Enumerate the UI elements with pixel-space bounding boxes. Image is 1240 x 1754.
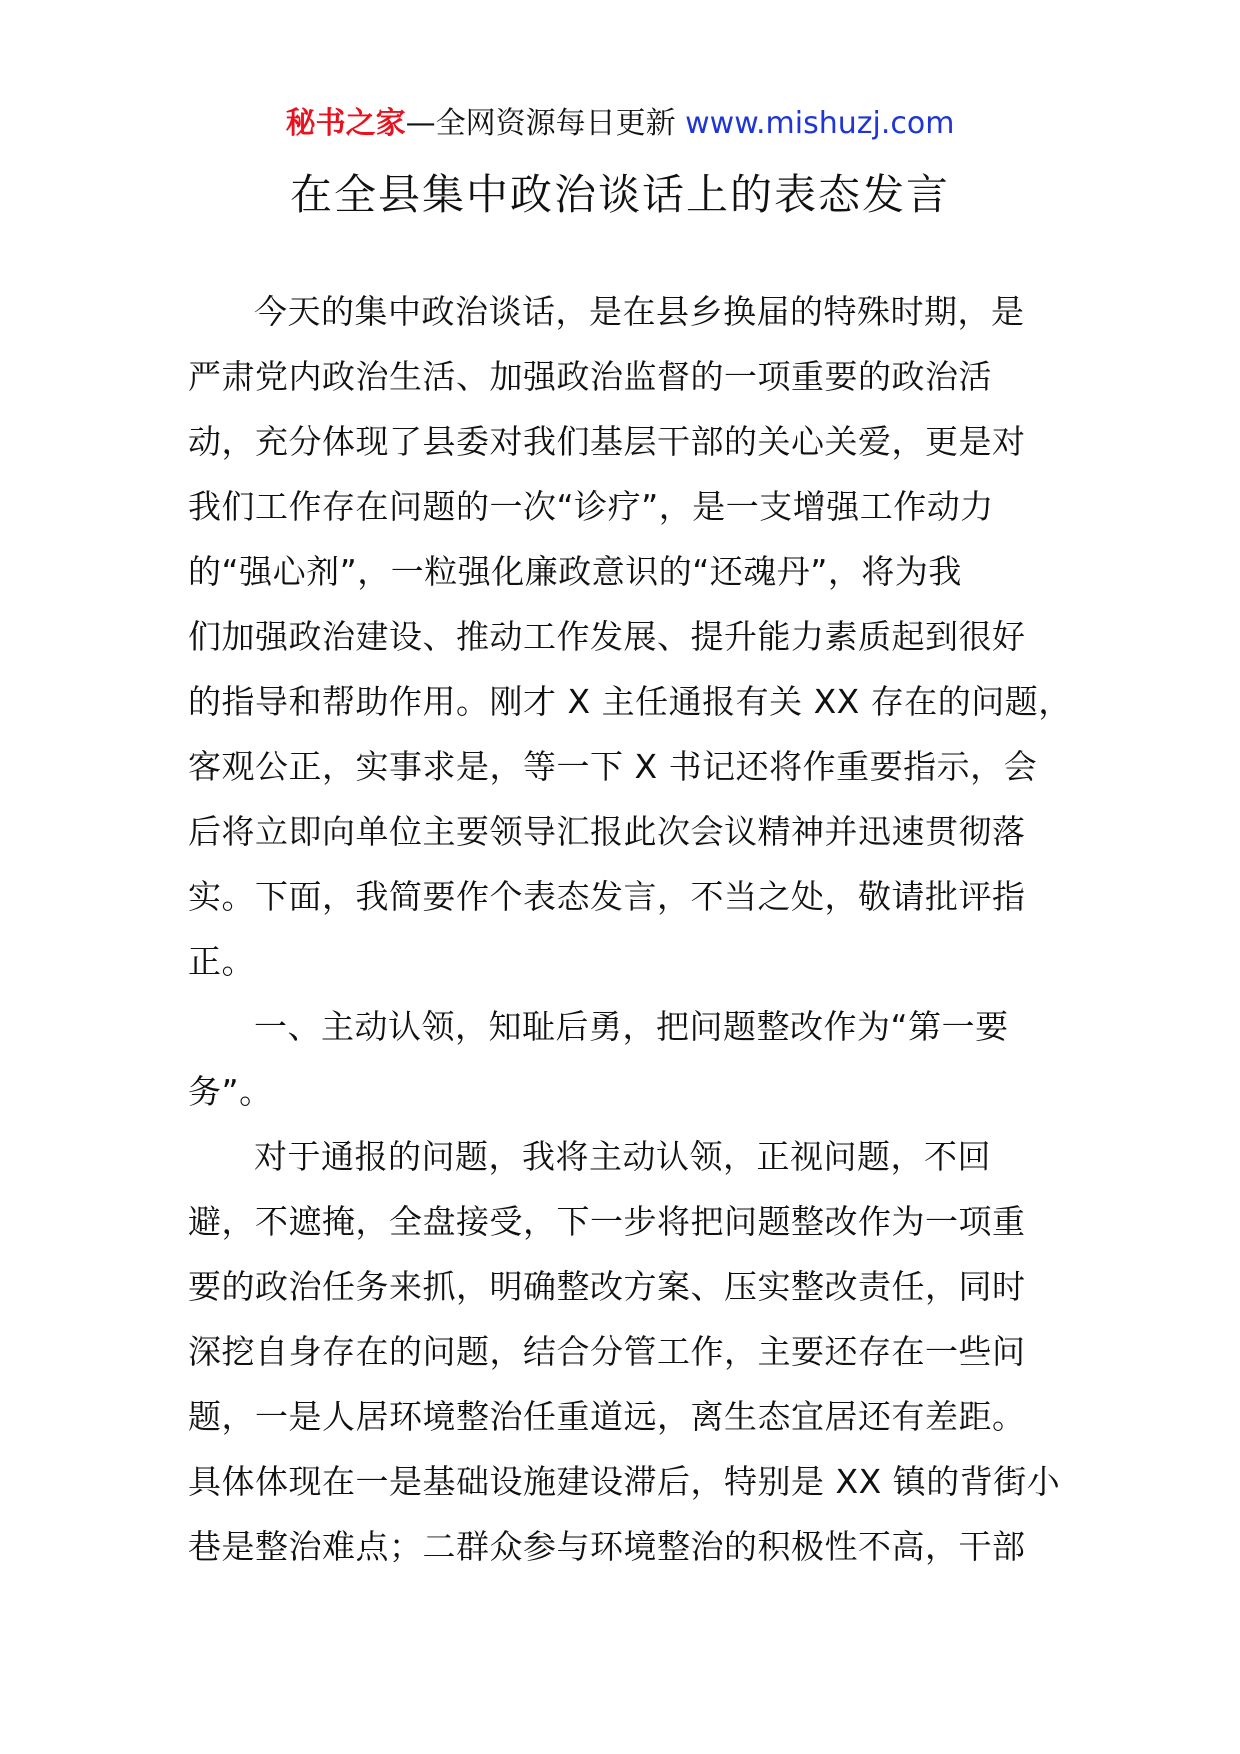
body-line: 避，不遮掩，全盘接受，下一步将把问题整改作为一项重	[188, 1202, 1026, 1241]
body-line: 巷是整治难点；二群众参与环境整治的积极性不高，干部	[188, 1527, 1026, 1566]
body-line: 实。下面，我简要作个表态发言，不当之处，敬请批评指	[188, 877, 1026, 916]
document-title: 在全县集中政治谈话上的表态发言	[289, 170, 950, 219]
body-line: 后将立即向单位主要领导汇报此次会议精神并迅速贯彻落	[188, 812, 1026, 851]
body-line: 的“强心剂”，一粒强化廉政意识的“还魂丹”，将为我	[188, 552, 962, 591]
body-line: 对于通报的问题，我将主动认领，正视问题，不回	[254, 1137, 991, 1176]
body-line: 我们工作存在问题的一次“诊疗”，是一支增强工作动力	[188, 487, 994, 526]
body-line: 要的政治任务来抓，明确整改方案、压实整改责任，同时	[188, 1267, 1026, 1306]
body-line: 今天的集中政治谈话，是在县乡换届的特殊时期，是	[254, 292, 1025, 331]
body-line: 客观公正，实事求是，等一下 X 书记还将作重要指示，会	[188, 747, 1038, 786]
body-line: 严肃党内政治生活、加强政治监督的一项重要的政治活	[188, 357, 992, 396]
body-line: 题，一是人居环境整治任重道远，离生态宜居还有差距。	[188, 1397, 1026, 1436]
body-line: 们加强政治建设、推动工作发展、提升能力素质起到很好	[188, 617, 1026, 656]
site-tagline: —全网资源每日更新	[405, 106, 676, 141]
body-line: 正。	[188, 942, 255, 981]
brand-name: 秘书之家	[285, 106, 406, 141]
site-url-link[interactable]: www.mishuzj.com	[685, 106, 955, 141]
body-line: 一、主动认领，知耻后勇，把问题整改作为“第一要	[254, 1007, 1009, 1046]
body-line: 深挖自身存在的问题，结合分管工作，主要还存在一些问	[188, 1332, 1026, 1371]
body-line: 的指导和帮助作用。刚才 X 主任通报有关 XX 存在的问题，	[188, 682, 1072, 721]
body-line: 动，充分体现了县委对我们基层干部的关心关爱，更是对	[188, 422, 1026, 461]
document-body	[188, 292, 1072, 1592]
body-line: 具体体现在一是基础设施建设滞后，特别是 XX 镇的背街小	[188, 1462, 1061, 1501]
body-line: 务”。	[188, 1072, 273, 1111]
site-header	[0, 104, 1240, 144]
